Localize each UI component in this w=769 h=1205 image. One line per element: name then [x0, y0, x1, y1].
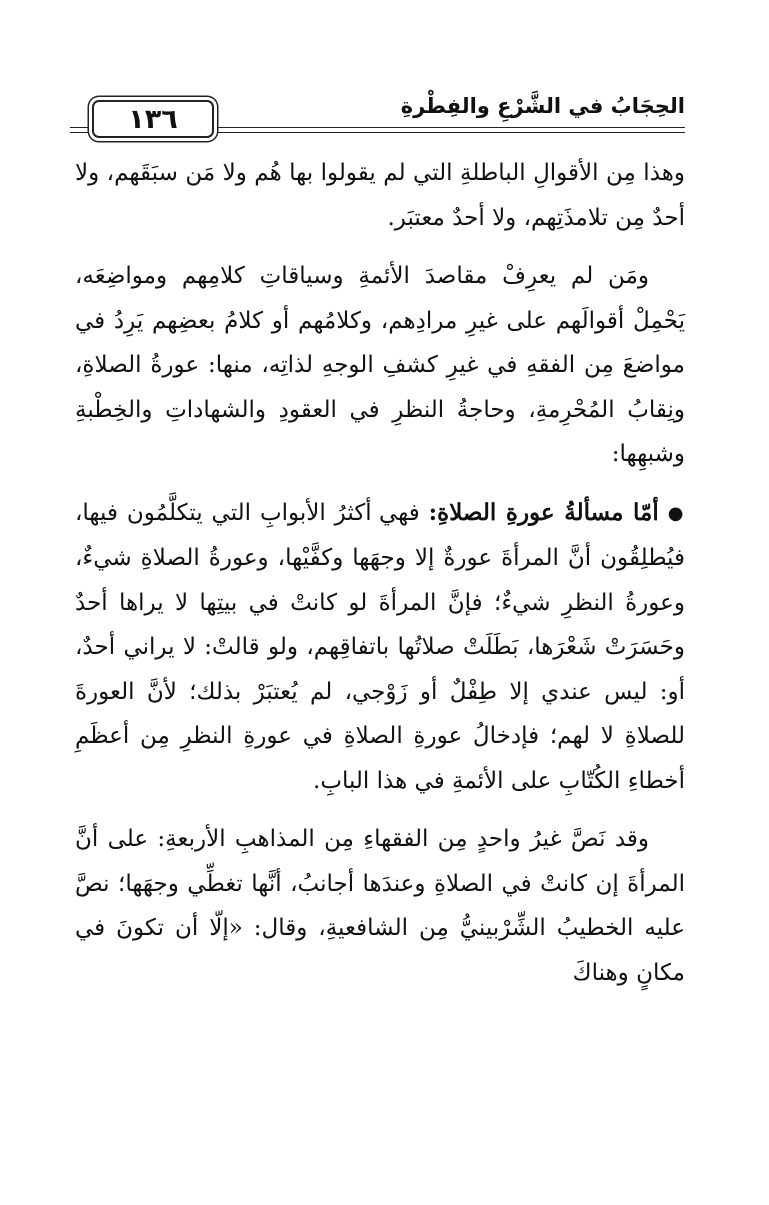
paragraph-4-text: وقد نَصَّ غيرُ واحدٍ مِن الفقهاءِ مِن المذاهبِ الأربعةِ: على أنَّ المرأةَ إن كانتْ في الصلاةِ وعندَها أجانبُ، أنَّها تغطِّي وجهَها؛ نصَّ عليه الخطيبُ الشِّرْبينيُّ مِن الشافعيةِ، وقال: «إلّا أن تكونَ في مكانٍ وهناكَ: [75, 826, 685, 986]
paragraph-2-text: ومَن لم يعرِفْ مقاصدَ الأئمةِ وسياقاتِ كلامِهم ومواضِعَه، يَحْمِلْ أقوالَهم على غيرِ مرادِهم، وكلامُهم أو كلامُ بعضِهم يَرِدُ في مواضعَ مِن الفقهِ في غيرِ كشفِ الوجهِ لذاتِه، منها: عورةُ الصلاةِ، ونِقابُ المُحْرِمةِ، وحاجةُ النظرِ في العقودِ والشهاداتِ والخِطْبةِ وشبهِها:: [75, 263, 685, 467]
page-number: ١٣٦: [128, 103, 178, 135]
paragraph-2: [75, 254, 685, 477]
paragraph-3: [75, 491, 685, 804]
page-number-frame: [92, 100, 214, 138]
page-header: [70, 93, 685, 139]
paragraph-3-text: فهي أكثرُ الأبوابِ التي يتكلَّمُون فيها، فيُطلِقُون أنَّ المرأةَ عورةٌ إلا وجهَها وكفَّيْها، وعورةُ الصلاةِ شيءٌ، وعورةُ النظرِ شيءٌ؛ فإنَّ المرأةَ لو كانتْ في بيتِها لا يراها أحدٌ وحَسَرَتْ شَعْرَها، بَطَلَتْ صلاتُها باتفاقِهم، ولو قالتْ: لا يراني أحدٌ، أو: ليس عندي إلا طِفْلٌ أو زَوْجي، لم يُعتبَرْ بذلك؛ لأنَّ العورةَ للصلاةِ لا لهم؛ فإدخالُ عورةِ الصلاةِ في عورةِ النظرِ مِن أعظَمِ أخطاءِ الكُتّابِ على الأئمةِ في هذا البابِ.: [75, 499, 685, 794]
paragraph-1-text: وهذا مِن الأقوالِ الباطلةِ التي لم يقولوا بها هُم ولا مَن سبَقَهم، ولا أحدٌ مِن تلامذَتِهم، ولا أحدٌ معتبَر.: [75, 160, 685, 231]
section-lead: أمّا مسألةُ عورةِ الصلاةِ:: [428, 498, 659, 526]
bullet-icon: ●: [667, 502, 686, 524]
running-title: الحِجَابُ في الشَّرْعِ والفِطْرةِ: [389, 94, 685, 118]
paragraph-4: [75, 817, 685, 995]
page-body: [75, 151, 685, 1009]
paragraph-1: [75, 151, 685, 240]
